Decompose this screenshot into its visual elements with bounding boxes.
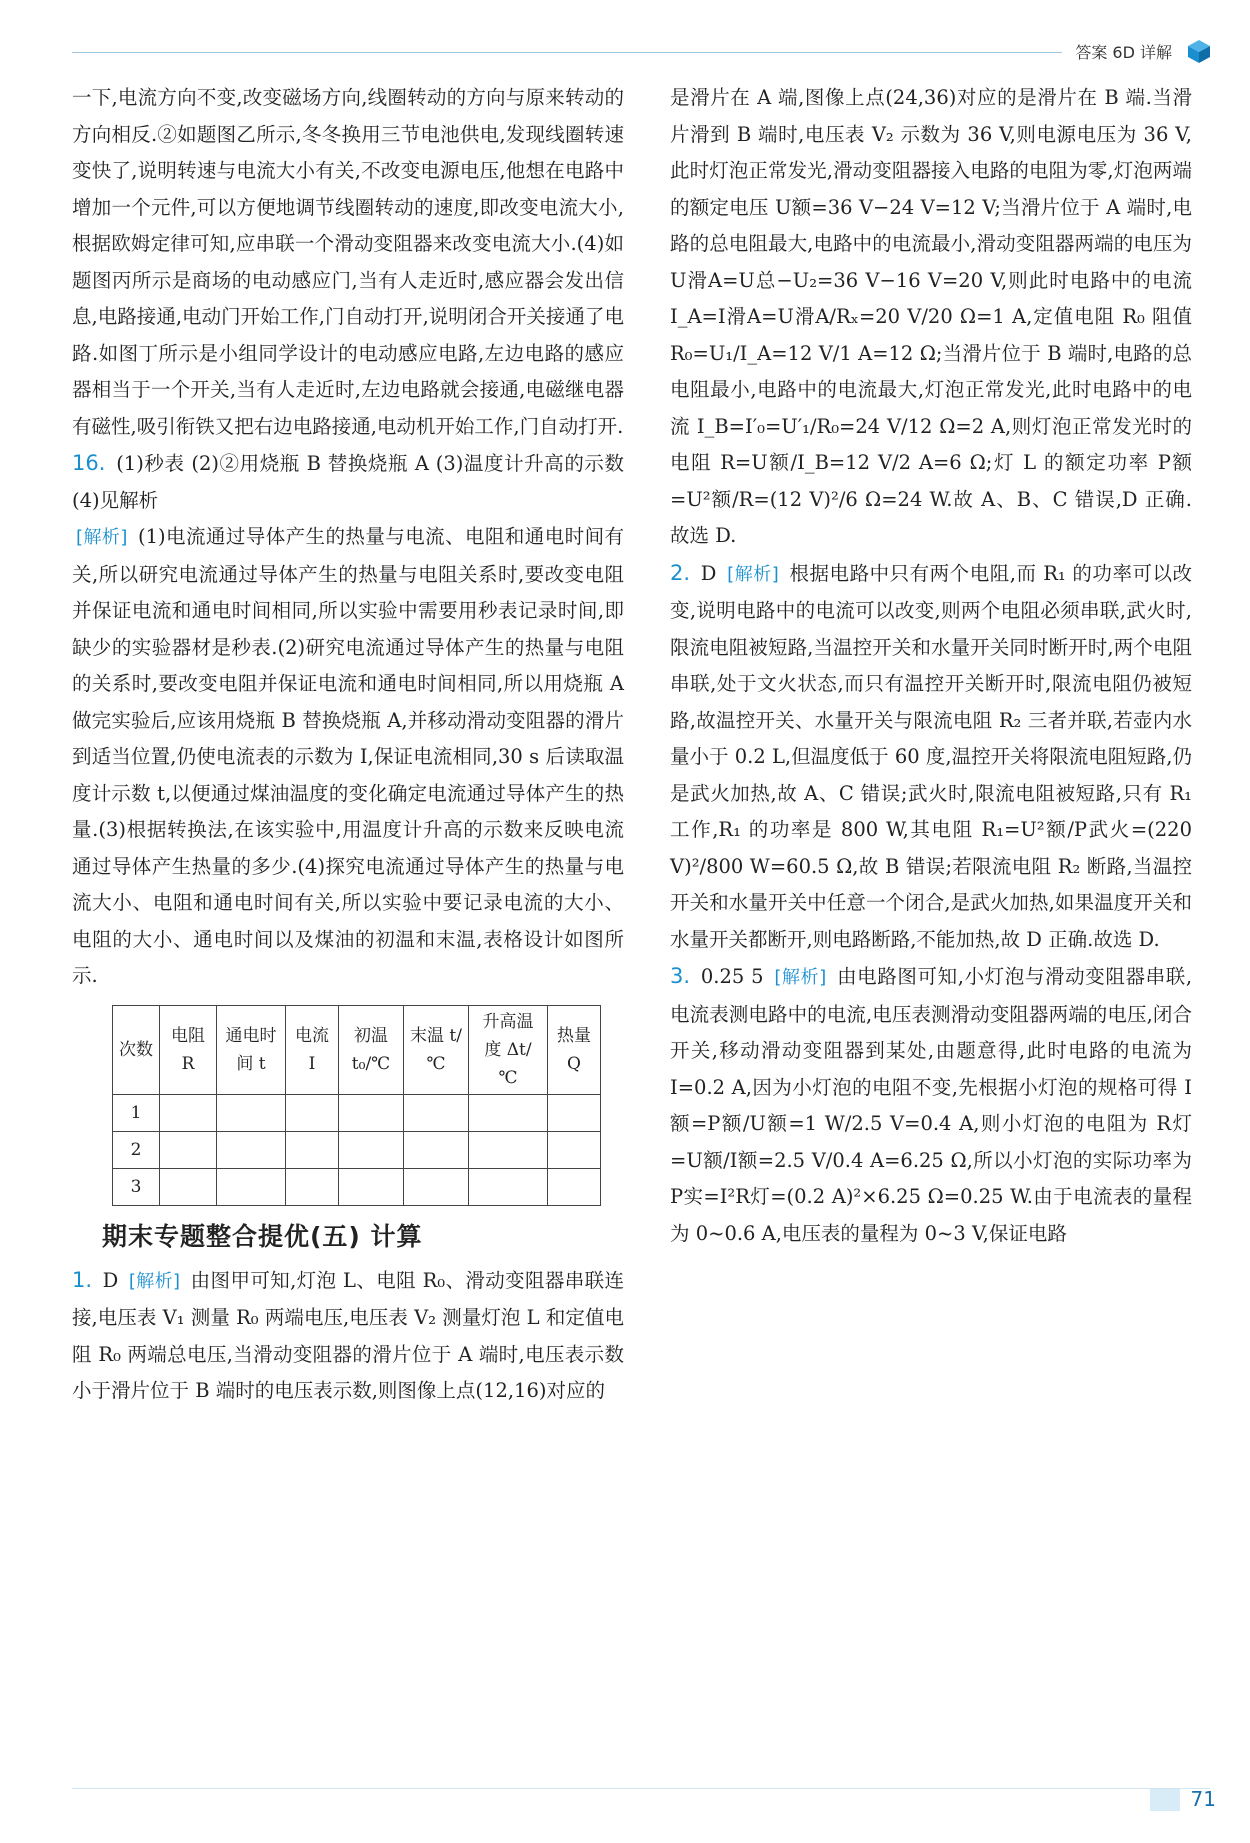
q16-explanation-text: (1)电流通过导体产生的热量与电流、电阻和通电时间有关,所以研究电流通过导体产生的热量与电阻关系时,要改变电阻并保证电流和通电时间相同,所以实验中需要用秒表记录时间,即缺少的实验器材是秒表.(2)研究电流通过导体产生的热量与电阻的关系时,要改变电阻并保证电流和通电时间相同,所以用烧瓶 A 做完实验后,应该用烧瓶 B 替换烧瓶 A,并移动滑动变阻器的滑片到适当位置,仍使电流表的示数为 I,保证电流相同,30 s 后读取温度计示数 t,以便通过煤油温度的变化确定电流通过导体产生的热量.(3)根据转换法,在该实验中,用温度计升高的示数来反映电流通过导体产生热量的多少.(4)探究电流通过导体产生的热量与电流大小、电阻和通电时间有关,所以实验中要记录电流的大小、电阻的大小、通电时间以及煤油的初温和末温,表格设计如图所示. (72, 525, 625, 987)
footer-rule (72, 1788, 1210, 1789)
left-column (72, 80, 624, 1410)
table-cell: 2 (113, 1131, 160, 1168)
q16-number: 16. (72, 451, 106, 475)
record-table (112, 1005, 601, 1206)
q16-answer-line (72, 445, 624, 519)
q3-number: 3. (670, 964, 691, 988)
table-row (113, 1131, 601, 1168)
table-header-cell: 次数 (113, 1005, 160, 1094)
table-header-cell: 热量 Q (548, 1005, 601, 1094)
q2-explanation-text: 根据电路中只有两个电阻,而 R₁ 的功率可以改变,说明电路中的电流可以改变,则两个电阻必须串联,武火时,限流电阻被短路,当温控开关和水量开关同时断开时,两个电阻串联,处于文火状态,而只有温控开关断开时,限流电阻仍被短路,故温控开关、水量开关与限流电阻 R₂ 三者并联,若壶内水量小于 0.2 L,但温度低于 60 度,温控开关将限流电阻短路,仍是武火加热,故 A、C 错误;武火时,限流电阻被短路,只有 R₁ 工作,R₁ 的功率是 800 W,其电阻 R₁=U²额/P武火=(220 V)²/800 W=60.5 Ω,故 B 错误;若限流电阻 R₂ 断路,当温控开关和水量开关中任意一个闭合,是武火加热,如果温度开关和水量开关都断开,则电路断路,不能加热,故 D 正确.故选 D. (670, 561, 1193, 951)
section-title: 期末专题整合提优(五) 计算 (102, 1221, 423, 1251)
q1-explanation (72, 1262, 624, 1410)
right-column (670, 80, 1192, 1252)
q3-explanation-text: 由电路图可知,小灯泡与滑动变阻器串联,电流表测电路中的电流,电压表测滑动变阻器两端的电压,闭合开关,移动滑动变阻器到某处,由题意得,此时电路的电流为 I=0.2 A,因为小灯泡的电阻不变,先根据小灯泡的规格可得 I额=P额/U额=1 W/2.5 V=0.4 A,则小灯泡的电阻为 R灯=U额/I额=2.5 V/0.4 A=6.25 Ω,所以小灯泡的实际功率为 P实=I²R灯=(0.2 A)²×6.25 Ω=0.25 W.由于电流表的量程为 0~0.6 A,电压表的量程为 0~3 V,保证电路 (670, 965, 1193, 1245)
table-header-cell: 电流 I (286, 1005, 339, 1094)
table-header-row (113, 1005, 601, 1094)
q16-explanation (72, 519, 624, 995)
q3-analysis-tag: [解析] (774, 967, 827, 988)
table-cell: 1 (113, 1094, 160, 1131)
q3-explanation (670, 958, 1192, 1252)
q3-answer: 0.25 5 (700, 965, 764, 988)
page-number-text: 71 (1190, 1786, 1216, 1811)
page-tab-icon (1150, 1789, 1180, 1811)
table-header-cell: 升高温度 Δt/℃ (469, 1005, 548, 1094)
cube-icon (1186, 38, 1212, 64)
q2-explanation (670, 555, 1192, 959)
intro-paragraph: 一下,电流方向不变,改变磁场方向,线圈转动的方向与原来转动的方向相反.②如题图乙所示,冬冬换用三节电池供电,发现线圈转速变快了,说明转速与电流大小有关,不改变电源电压,他想在电路中增加一个元件,可以方便地调节线圈转动的速度,即改变电流大小,根据欧姆定律可知,应串联一个滑动变阻器来改变电流大小.(4)如题图丙所示是商场的电动感应门,当有人走近时,感应器会发出信息,电路接通,电动门开始工作,门自动打开,说明闭合开关接通了电路.如图丁所示是小组同学设计的电动感应电路,左边电路的感应器相当于一个开关,当有人走近时,左边电路就会接通,电磁继电器有磁性,吸引衔铁又把右边电路接通,电动机开始工作,门自动打开. (72, 86, 624, 438)
q1-number: 1. (72, 1267, 93, 1292)
q2-answer: D (700, 561, 717, 585)
q1-explanation-text: 由图甲可知,灯泡 L、电阻 R₀、滑动变阻器串联连接,电压表 V₁ 测量 R₀ 两端电压,电压表 V₂ 测量灯泡 L 和定值电阻 R₀ 两端总电压,当滑动变阻器的滑片位于 A 端时,电压表示数小于滑片位于 B 端时的电压表示数,则图像上点(12,16)对应的 (72, 1268, 625, 1402)
table-header-cell: 初温 t₀/℃ (339, 1005, 404, 1094)
q2-analysis-tag: [解析] (727, 563, 779, 585)
q1-analysis-tag: [解析] (128, 1270, 181, 1292)
q1-continued: 是滑片在 A 端,图像上点(24,36)对应的是滑片在 B 端.当滑片滑到 B 端时,电压表 V₂ 示数为 36 V,则电源电压为 36 V,此时灯泡正常发光,滑动变阻器接入电路的电阻为零,灯泡两端的额定电压 U额=36 V−24 V=12 V;当滑片位于 A 端时,电路的总电阻最大,电路中的电流最小,滑动变阻器两端的电压为 U滑A=U总−U₂=36 V−16 V=20 V,则此时电路中的电流 I_A=I滑A=U滑A/Rₓ=20 V/20 Ω=1 A,定值电阻 R₀ 阻值 R₀=U₁/I_A=12 V/1 A=12 Ω;当滑片位于 B 端时,电路的总电阻最小,电路中的电流最大,灯泡正常发光,此时电路中的电流 I_B=I′₀=U′₁/R₀=24 V/12 Ω=2 A,则灯泡正常发光时的电阻 R=U额/I_B=12 V/2 A=6 Ω;灯 L 的额定功率 P额=U²额/R=(12 V)²/6 Ω=24 W.故 A、B、C 错误,D 正确.故选 D. (670, 86, 1192, 547)
q16-answer: (1)秒表 (2)②用烧瓶 B 替换烧瓶 A (3)温度计升高的示数 (4)见解析 (72, 452, 624, 512)
table-header-cell: 通电时间 t (217, 1005, 286, 1094)
header-brand: 答案 6D 详解 (1075, 43, 1172, 62)
page-number (1150, 1787, 1216, 1812)
q2-number: 2. (670, 560, 691, 585)
q1-answer: D (102, 1268, 119, 1292)
table-header-cell: 末温 t/℃ (404, 1005, 469, 1094)
table-cell: 3 (113, 1168, 160, 1205)
q16-analysis-tag: [解析] (76, 527, 128, 548)
table-row (113, 1094, 601, 1131)
table-header-cell: 电阻 R (160, 1005, 217, 1094)
header-rule (72, 52, 1062, 53)
page-header (72, 38, 1212, 66)
table-row (113, 1168, 601, 1205)
